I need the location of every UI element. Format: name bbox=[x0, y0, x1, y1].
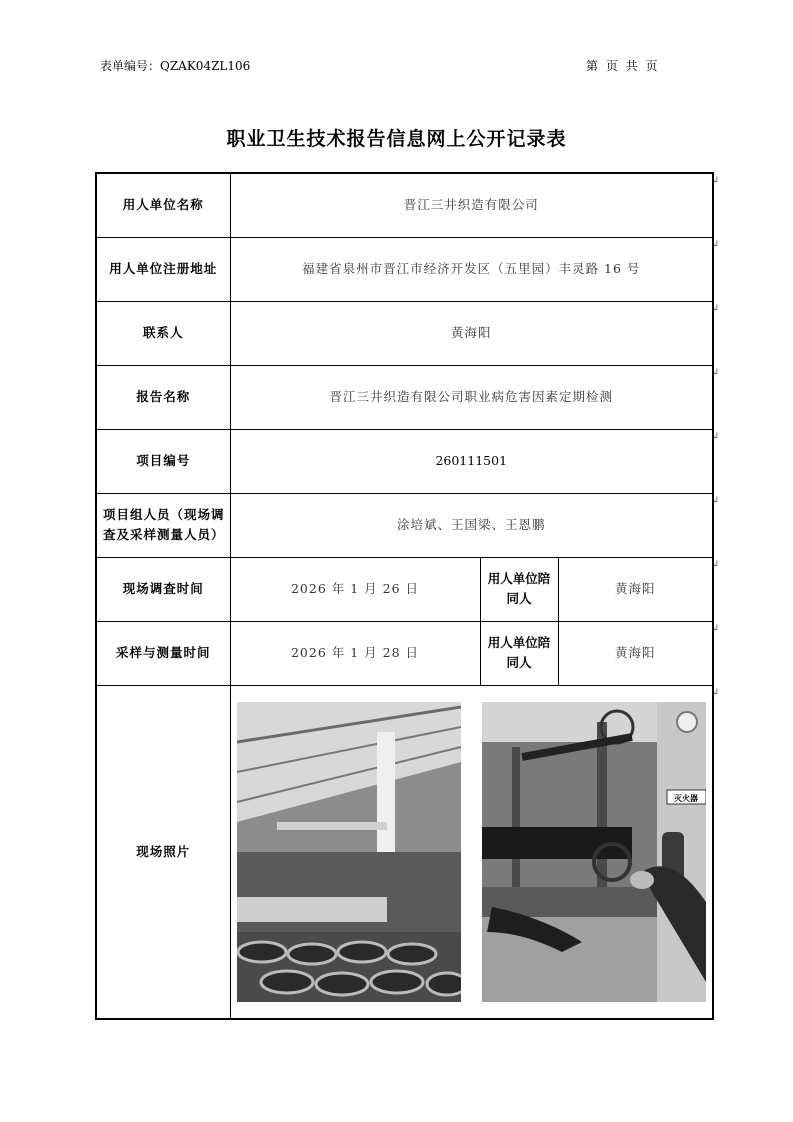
address-value: 福建省泉州市晋江市经济开发区（五里园）丰灵路 16 号 bbox=[230, 237, 713, 301]
contact-label: 联系人 bbox=[96, 301, 230, 365]
paragraph-mark: ↲ bbox=[712, 240, 720, 250]
team-label: 项目组人员（现场调查及采样测量人员） bbox=[96, 493, 230, 557]
table-row bbox=[96, 429, 713, 493]
table-row bbox=[96, 173, 713, 237]
survey-accompany-value: 黄海阳 bbox=[558, 557, 713, 621]
table-row bbox=[96, 621, 713, 685]
table-row bbox=[96, 557, 713, 621]
contact-value: 黄海阳 bbox=[230, 301, 713, 365]
photos-label: 现场照片 bbox=[96, 685, 230, 1019]
survey-time-value: 2026 年 1 月 26 日 bbox=[230, 557, 480, 621]
survey-time-label: 现场调查时间 bbox=[96, 557, 230, 621]
table-row bbox=[96, 237, 713, 301]
paragraph-mark: ↲ bbox=[712, 560, 720, 570]
table-row bbox=[96, 493, 713, 557]
paragraph-mark: ↲ bbox=[712, 432, 720, 442]
paragraph-mark: ↲ bbox=[712, 304, 720, 314]
site-photo-weaving-hall bbox=[237, 702, 461, 1002]
photos-cell bbox=[230, 685, 713, 1019]
page-title: 职业卫生技术报告信息网上公开记录表 bbox=[226, 128, 567, 150]
form-number: 表单编号：QZAK04ZL106 bbox=[100, 59, 251, 73]
page-counter: 第 页 共 页 bbox=[586, 59, 660, 73]
sampling-time-value: 2026 年 1 月 28 日 bbox=[230, 621, 480, 685]
team-value: 涂培斌、王国梁、王恩鹏 bbox=[230, 493, 713, 557]
paragraph-mark: ↲ bbox=[712, 368, 720, 378]
project-no-value: 260111501 bbox=[230, 429, 713, 493]
paragraph-mark: ↲ bbox=[712, 624, 720, 634]
sampling-time-label: 采样与测量时间 bbox=[96, 621, 230, 685]
report-value: 晋江三井织造有限公司职业病危害因素定期检测 bbox=[230, 365, 713, 429]
record-table bbox=[95, 172, 714, 1020]
paragraph-mark: ↲ bbox=[712, 496, 720, 506]
project-no-label: 项目编号 bbox=[96, 429, 230, 493]
address-label: 用人单位注册地址 bbox=[96, 237, 230, 301]
report-label: 报告名称 bbox=[96, 365, 230, 429]
table-row bbox=[96, 685, 713, 1019]
paragraph-mark: ↲ bbox=[712, 176, 720, 186]
table-row bbox=[96, 365, 713, 429]
fire-extinguisher-sign: 灭火器 bbox=[674, 793, 698, 803]
company-value: 晋江三井织造有限公司 bbox=[230, 173, 713, 237]
table-row bbox=[96, 301, 713, 365]
sampling-accompany-value: 黄海阳 bbox=[558, 621, 713, 685]
survey-accompany-label: 用人单位陪同人 bbox=[480, 557, 558, 621]
paragraph-mark: ↲ bbox=[712, 688, 720, 698]
company-label: 用人单位名称 bbox=[96, 173, 230, 237]
sampling-accompany-label: 用人单位陪同人 bbox=[480, 621, 558, 685]
site-photo-loom-fire-extinguisher bbox=[482, 702, 706, 1002]
